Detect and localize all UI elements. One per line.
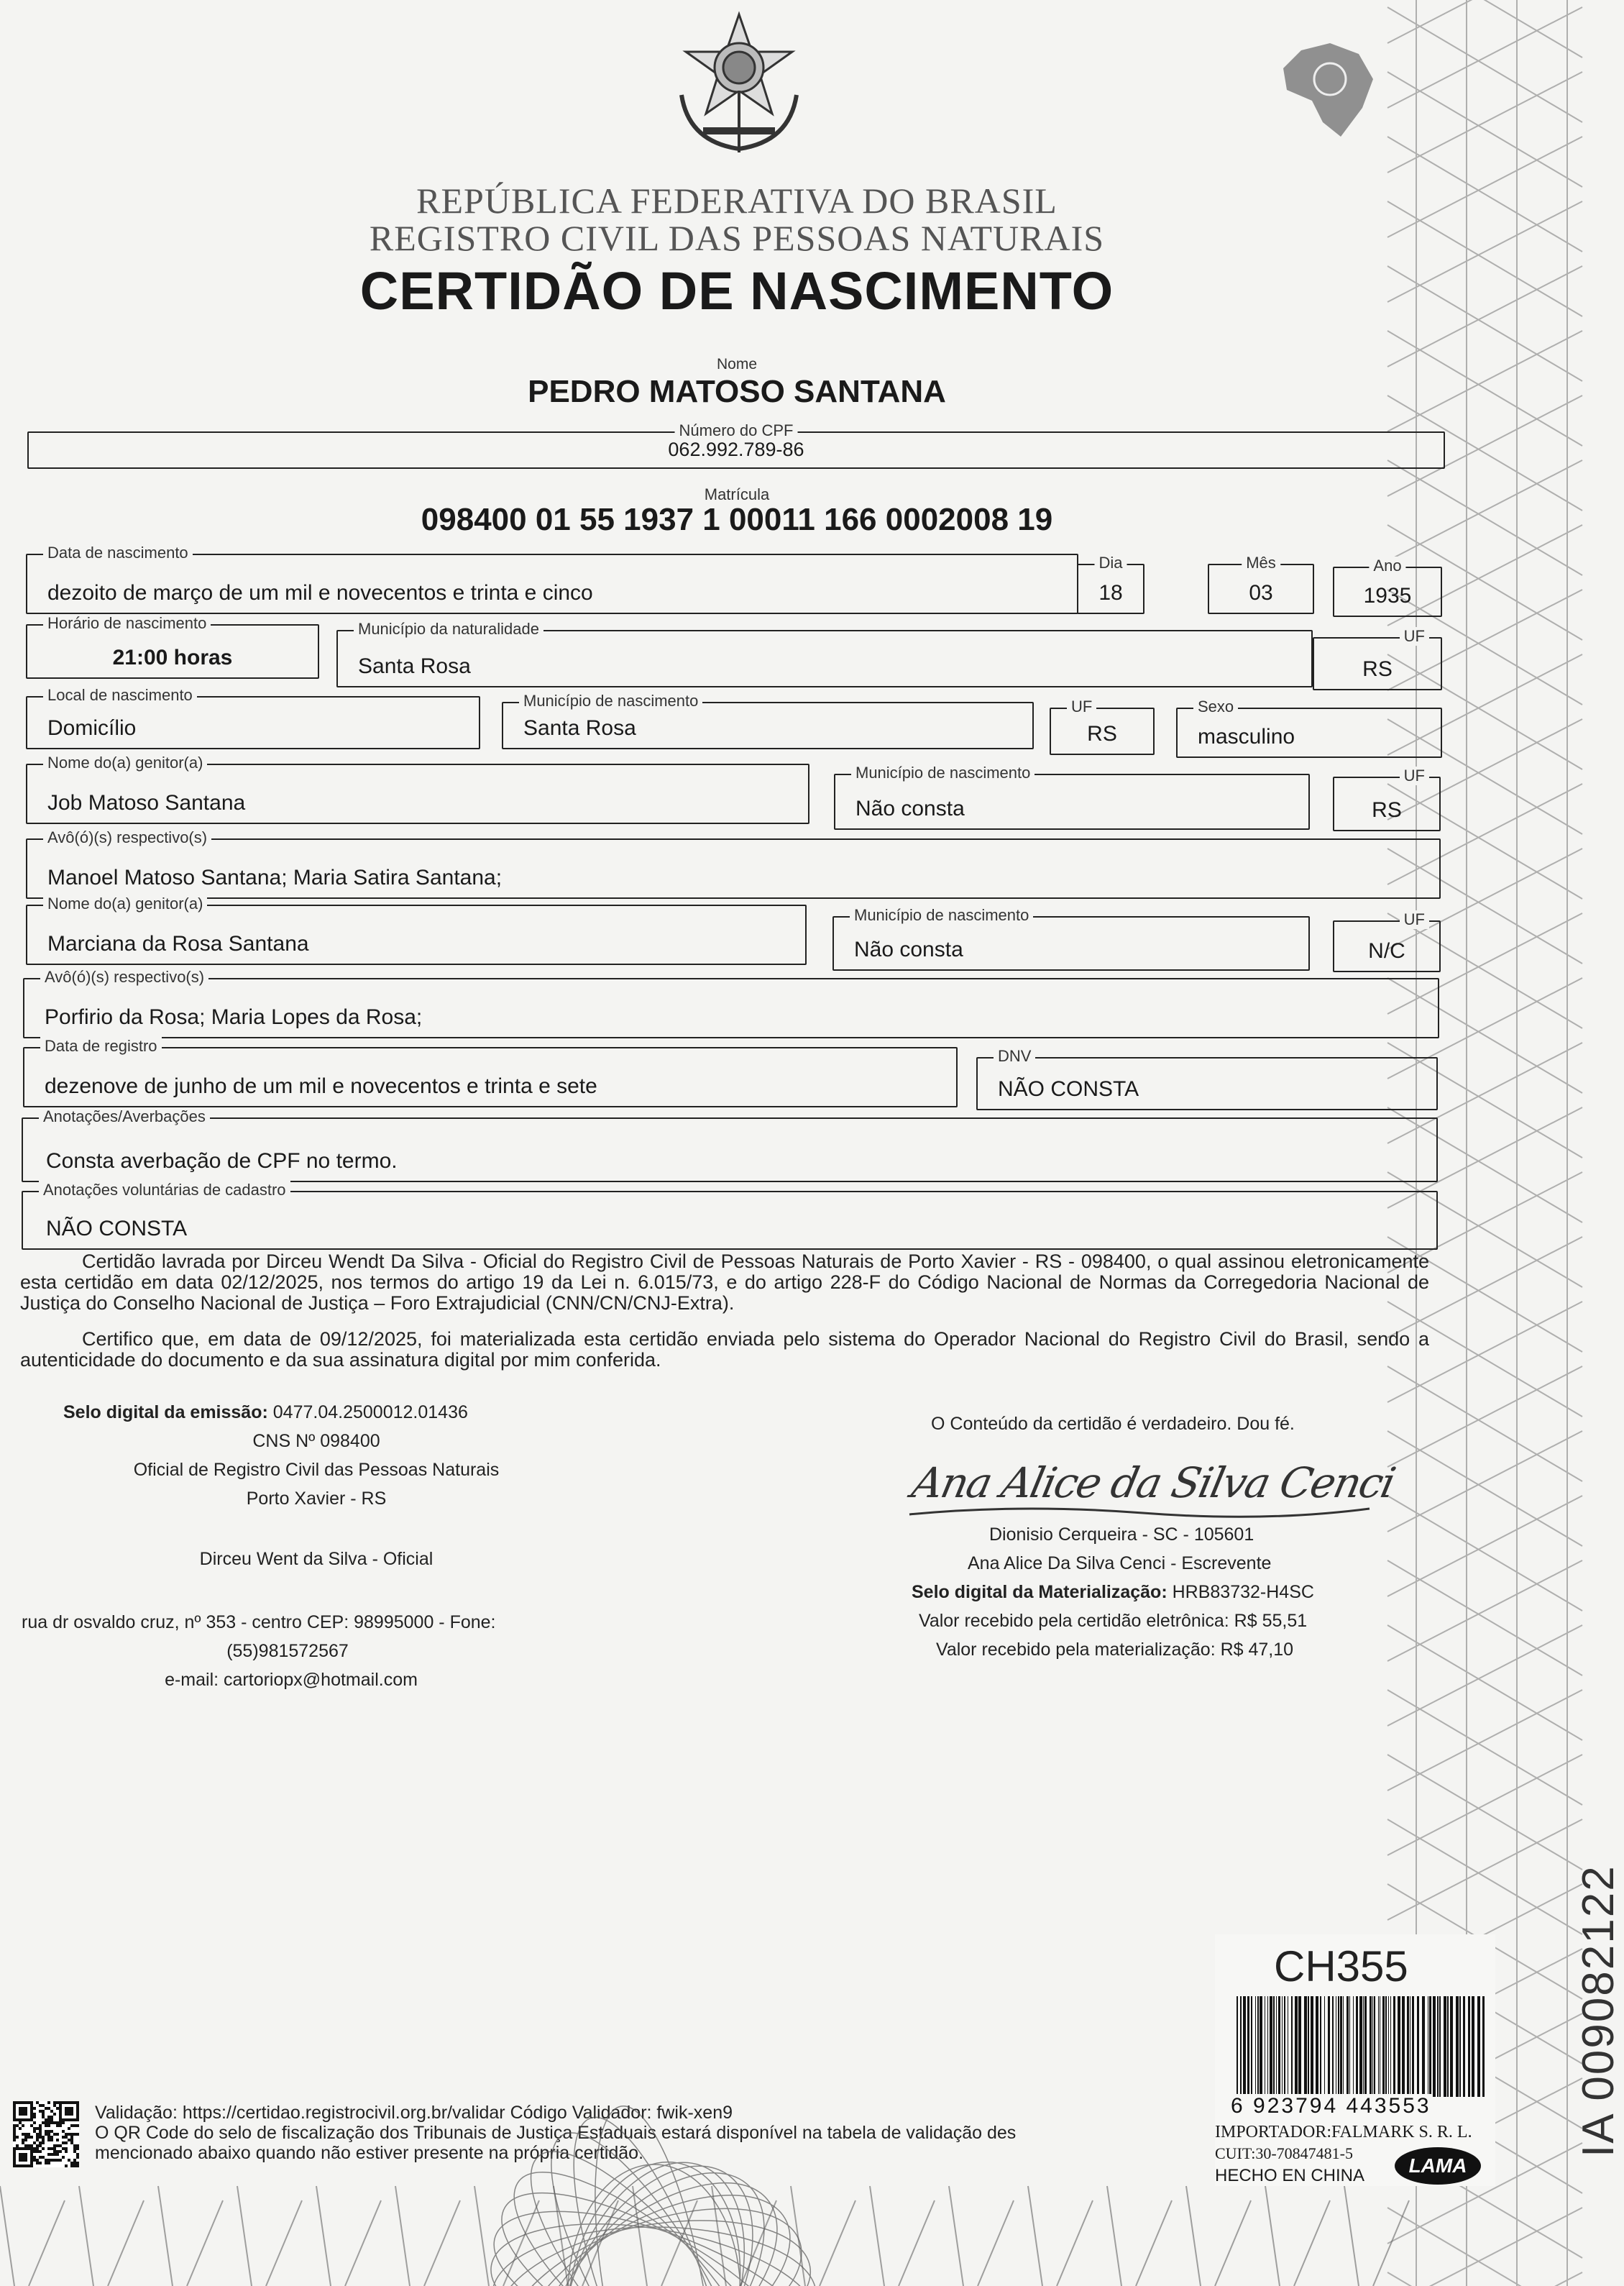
registry-heading: REGISTRO CIVIL DAS PESSOAS NATURAIS	[369, 218, 1105, 258]
qr-note-line-2: mencionado abaixo quando não estiver presente na própria certidão.	[95, 2143, 644, 2163]
birth-city-field	[502, 692, 1034, 749]
birth-place-field	[26, 686, 480, 749]
annotations-value: Consta averbação de CPF no termo.	[46, 1149, 398, 1173]
republic-heading: REPÚBLICA FEDERATIVA DO BRASIL	[416, 180, 1058, 221]
grandparents1-field	[26, 828, 1441, 899]
cuit-text: CUIT:30-70847481-5	[1215, 2144, 1353, 2162]
sticker-code: CH355	[1274, 1942, 1408, 1990]
materialization-seal-label: Selo digital da Materialização:	[912, 1582, 1167, 1602]
brazil-coat-of-arms-icon	[660, 9, 818, 160]
barcode-icon	[1237, 1996, 1488, 2097]
emission-seal-value: 0477.04.2500012.01436	[272, 1402, 468, 1422]
voluntary-annotations-label: Anotações voluntárias de cadastro	[39, 1181, 290, 1199]
annotations-field	[22, 1107, 1438, 1182]
emission-seal-label: Selo digital da emissão:	[63, 1402, 268, 1422]
parent1-field	[26, 754, 809, 824]
registry-date-value: dezenove de junho de um mil e novecentos e trinta e sete	[45, 1074, 597, 1098]
brand-logo-text: LAMA	[1408, 2154, 1467, 2177]
guilloche-seal-icon	[403, 2172, 906, 2286]
person-name: PEDRO MATOSO SANTANA	[528, 374, 946, 409]
naturality-uf-value: RS	[1362, 657, 1393, 681]
year-value: 1935	[1363, 584, 1412, 608]
parent2-field	[26, 895, 807, 965]
parent2-label: Nome do(a) genitor(a)	[43, 895, 207, 913]
grandparents2-value: Porfirio da Rosa; Maria Lopes da Rosa;	[45, 1005, 423, 1029]
birth-place-value: Domicílio	[47, 716, 137, 740]
annotations-label: Anotações/Averbações	[39, 1107, 210, 1126]
parent2-uf-field	[1333, 910, 1441, 972]
brazil-map-seal-icon	[1272, 36, 1380, 144]
naturality-uf-label: UF	[1400, 627, 1429, 646]
birth-date-field	[26, 544, 1078, 614]
voluntary-annotations-field	[22, 1181, 1438, 1250]
cpf-label: Número do CPF	[675, 421, 798, 440]
barcode-number: 6 923794 443553	[1231, 2094, 1431, 2118]
parent1-uf-field	[1333, 767, 1441, 831]
birth-date-label: Data de nascimento	[43, 544, 193, 562]
registry-date-field	[23, 1037, 958, 1107]
product-sticker	[1215, 1934, 1495, 2186]
clerk-signature: Ana Alice da Silva Cenci	[907, 1458, 1399, 1507]
parent2-uf-label: UF	[1400, 910, 1429, 929]
materialization-value: Valor recebido pela materialização: R$ 47,10	[936, 1640, 1294, 1660]
electronic-value: Valor recebido pela certidão eletrônica: R$ 55,51	[919, 1611, 1308, 1631]
clerk-place: Dionisio Cerqueira - SC - 105601	[989, 1524, 1254, 1545]
grandparents1-value: Manoel Matoso Santana; Maria Satira Santana;	[47, 866, 503, 890]
month-label: Mês	[1242, 554, 1280, 572]
naturality-uf-field	[1313, 627, 1442, 690]
month-value: 03	[1249, 581, 1273, 605]
office-name: Oficial de Registro Civil das Pessoas Naturais	[133, 1460, 500, 1480]
cpf-value: 062.992.789-86	[668, 439, 804, 460]
parent1-label: Nome do(a) genitor(a)	[43, 754, 207, 772]
cns-number: CNS Nº 098400	[252, 1431, 380, 1451]
birth-uf-value: RS	[1087, 722, 1117, 746]
qr-note-line-1: O QR Code do selo de fiscalização dos Tribunais de Justiça Estaduais estará disponível na tabela de validação des	[95, 2123, 1017, 2143]
birth-place-label: Local de nascimento	[43, 686, 197, 705]
clerk-name: Ana Alice Da Silva Cenci - Escrevente	[968, 1553, 1272, 1573]
officer-name: Dirceu Went da Silva - Oficial	[199, 1549, 433, 1569]
parent1-uf-label: UF	[1400, 767, 1429, 785]
dnv-label: DNV	[994, 1047, 1035, 1066]
parent1-value: Job Matoso Santana	[47, 791, 246, 815]
office-phone: (55)981572567	[226, 1641, 349, 1661]
office-city: Porto Xavier - RS	[246, 1489, 387, 1509]
qr-code-icon	[13, 2101, 79, 2167]
birth-time-value: 21:00 horas	[112, 646, 233, 669]
dnv-value: NÃO CONSTA	[998, 1077, 1139, 1101]
cpf-field	[27, 421, 1445, 469]
birth-time-field	[26, 614, 319, 679]
day-field	[1077, 554, 1144, 614]
origin-text: HECHO EN CHINA	[1215, 2166, 1365, 2185]
day-label: Dia	[1094, 554, 1127, 572]
parent1-city-label: Município de nascimento	[851, 764, 1035, 782]
matricula-label: Matrícula	[704, 485, 770, 503]
certification-paragraph-2: Certifico que, em data de 09/12/2025, foi materializada esta certidão enviada pelo sistema do Operador Nacional do Registro Civil do Brasil, sendo a autenticidade do documento e da sua assinatura digital por mim conferida.	[20, 1328, 1429, 1371]
birth-date-value: dezoito de março de um mil e novecentos e trinta e cinco	[47, 581, 593, 605]
parent2-city-value: Não consta	[854, 938, 963, 961]
birth-city-value: Santa Rosa	[523, 716, 636, 740]
certification-paragraph-1: Certidão lavrada por Dirceu Wendt Da Silva - Oficial do Registro Civil de Pessoas Naturais de Porto Xavier - RS - 098400, o qual assinou eletronicamente esta certidão em data 02/12/2025, nos termos do artigo 19 da Lei n. 6.015/73, e do artigo 228-F do Código Nacional de Normas da Corregedoria Nacional de Justiça do Conselho Nacional de Justiça – Foro Extrajudicial (CNN/CN/CNJ-Extra).	[20, 1251, 1429, 1314]
materialization-seal-value: HRB83732-H4SC	[1172, 1582, 1314, 1602]
year-field	[1333, 557, 1442, 617]
parent1-uf-value: RS	[1372, 798, 1402, 822]
parent2-city-field	[832, 906, 1310, 971]
day-value: 18	[1098, 581, 1123, 605]
parent1-city-value: Não consta	[855, 797, 965, 820]
name-label: Nome	[716, 356, 758, 372]
voluntary-annotations-value: NÃO CONSTA	[46, 1217, 188, 1240]
naturality-field	[336, 620, 1313, 687]
dnv-field	[976, 1047, 1438, 1110]
signature-underline	[906, 1500, 1373, 1522]
importer-text: IMPORTADOR:FALMARK S. R. L.	[1215, 2123, 1472, 2141]
year-label: Ano	[1369, 557, 1405, 575]
sex-label: Sexo	[1193, 698, 1238, 716]
matricula-value: 098400 01 55 1937 1 00011 166 0002008 19	[421, 502, 1053, 537]
parent2-value: Marciana da Rosa Santana	[47, 932, 309, 956]
month-field	[1208, 554, 1314, 614]
serial-number: IA 009082122	[1574, 1865, 1623, 2157]
emission-seal	[63, 1399, 468, 1425]
sex-field	[1176, 698, 1442, 758]
birth-uf-field	[1050, 698, 1155, 755]
grandparents2-label: Avô(ó)(s) respectivo(s)	[40, 968, 208, 987]
materialization-seal	[912, 1579, 1314, 1605]
office-email: e-mail: cartoriopx@hotmail.com	[165, 1670, 418, 1690]
birth-uf-label: UF	[1067, 698, 1096, 716]
parent2-uf-value: N/C	[1368, 939, 1405, 963]
sex-value: masculino	[1198, 725, 1295, 749]
parent2-city-label: Município de nascimento	[850, 906, 1033, 925]
registry-date-label: Data de registro	[40, 1037, 162, 1056]
validation-line: Validação: https://certidao.registrocivil.org.br/validar Código Validador: fwik-xen9	[95, 2103, 733, 2123]
naturality-label: Município da naturalidade	[354, 620, 543, 639]
office-address: rua dr osvaldo cruz, nº 353 - centro CEP: 98995000 - Fone:	[22, 1612, 496, 1632]
birth-time-label: Horário de nascimento	[43, 614, 211, 633]
birth-city-label: Município de nascimento	[519, 692, 702, 710]
grandparents2-field	[23, 968, 1439, 1038]
page-title: CERTIDÃO DE NASCIMENTO	[359, 261, 1114, 321]
truth-statement: O Conteúdo da certidão é verdadeiro. Dou fé.	[931, 1414, 1295, 1434]
grandparents1-label: Avô(ó)(s) respectivo(s)	[43, 828, 211, 847]
naturality-value: Santa Rosa	[358, 654, 471, 678]
parent1-city-field	[834, 764, 1310, 830]
